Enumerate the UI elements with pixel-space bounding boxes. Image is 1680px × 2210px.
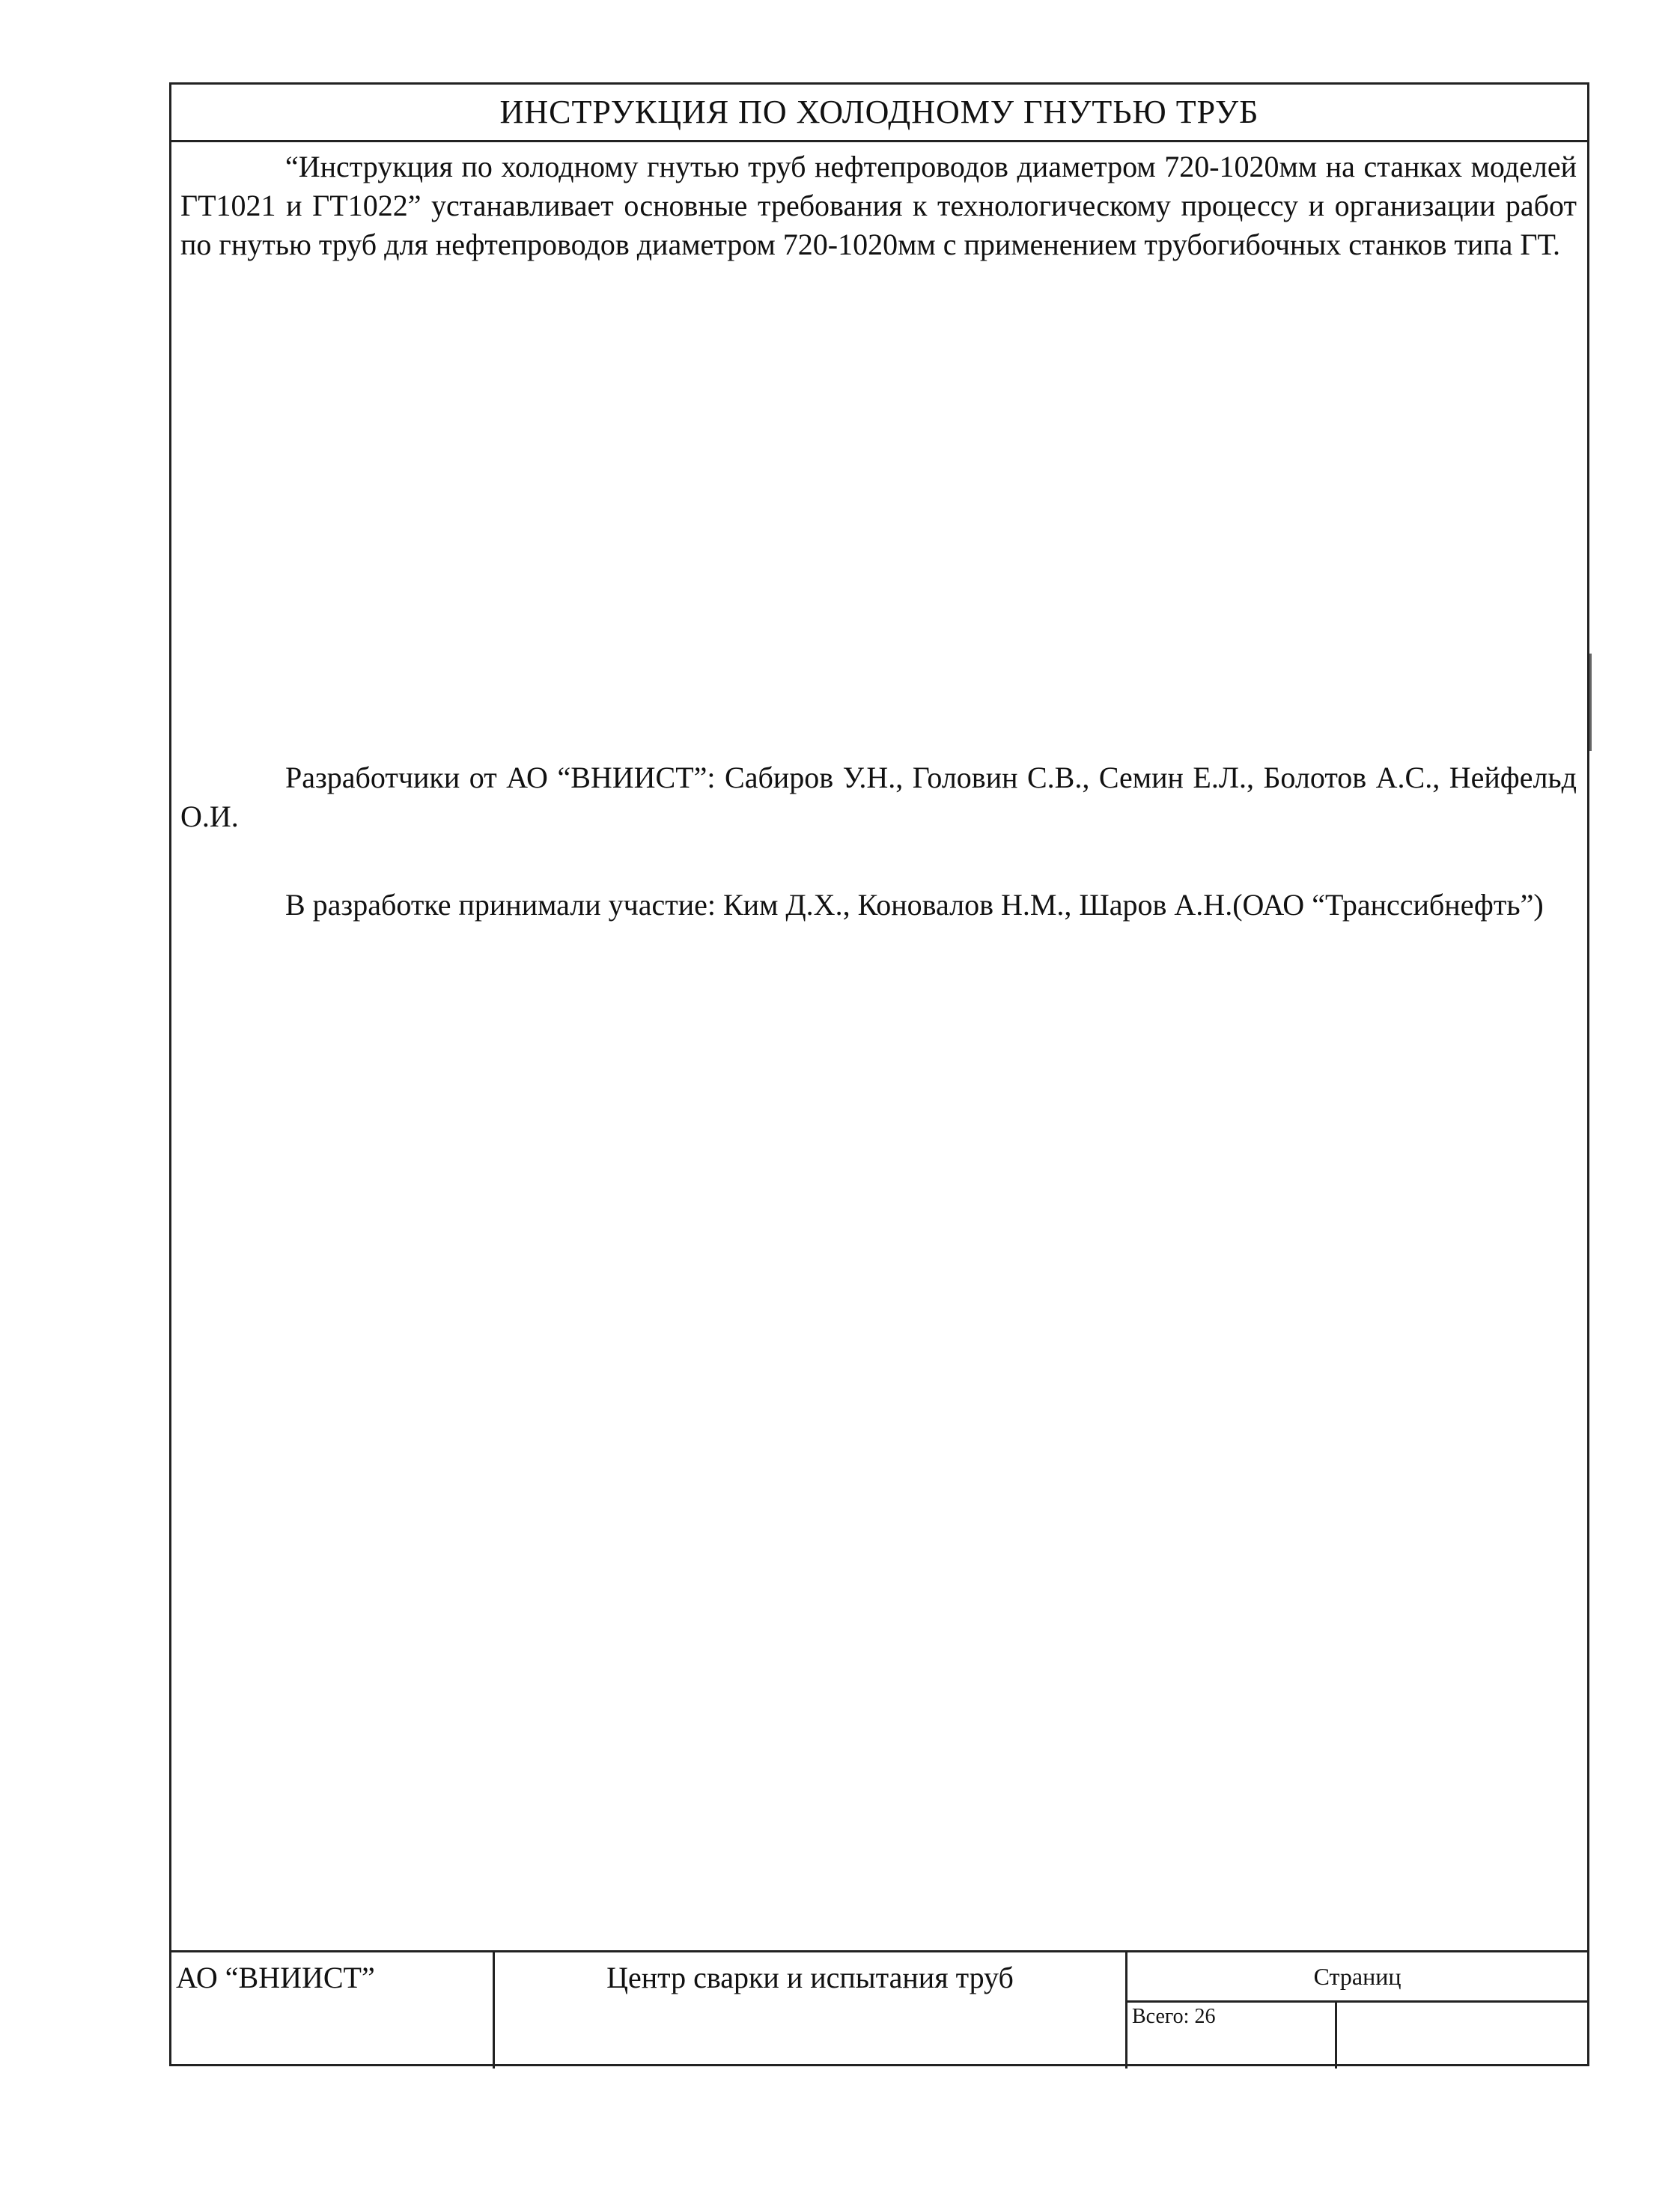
intro-paragraph: [180, 147, 1577, 264]
participants-text: В разработке принимали участие: Ким Д.Х., Коновалов Н.М., Шаров А.Н.(ОАО “Транссибнефть”): [285, 888, 1544, 922]
page-number-cell: [1337, 2000, 1587, 2069]
title-block: [171, 1950, 1587, 2069]
document-title: ИНСТРУКЦИЯ ПО ХОЛОДНОМУ ГНУТЬЮ ТРУБ: [171, 85, 1587, 142]
department-cell: Центр сварки и испытания труб: [495, 1952, 1127, 2069]
developers-paragraph: [180, 758, 1577, 836]
scan-artifact: [1589, 654, 1592, 751]
document-frame: [169, 82, 1589, 2066]
developers-text: Разработчики от АО “ВНИИСТ”: Сабиров У.Н., Головин С.В., Семин Е.Л., Болотов А.С., Нейфельд О.И.: [180, 761, 1577, 833]
pages-label: Страниц: [1127, 1952, 1587, 2003]
total-pages: Всего: 26: [1127, 2000, 1337, 2069]
participants-paragraph: [180, 886, 1577, 925]
intro-text: “Инструкция по холодному гнутью труб нефтепроводов диаметром 720-1020мм на станках моделей ГТ1021 и ГТ1022” устанавливает основные требования к технологическому процессу и организации работ по гнутью труб для нефтепроводов диаметром 720-1020мм с применением трубогибочных станков типа ГТ.: [180, 150, 1577, 261]
pages-cell: [1127, 1952, 1587, 2069]
organization-cell: АО “ВНИИСТ”: [171, 1952, 495, 2069]
